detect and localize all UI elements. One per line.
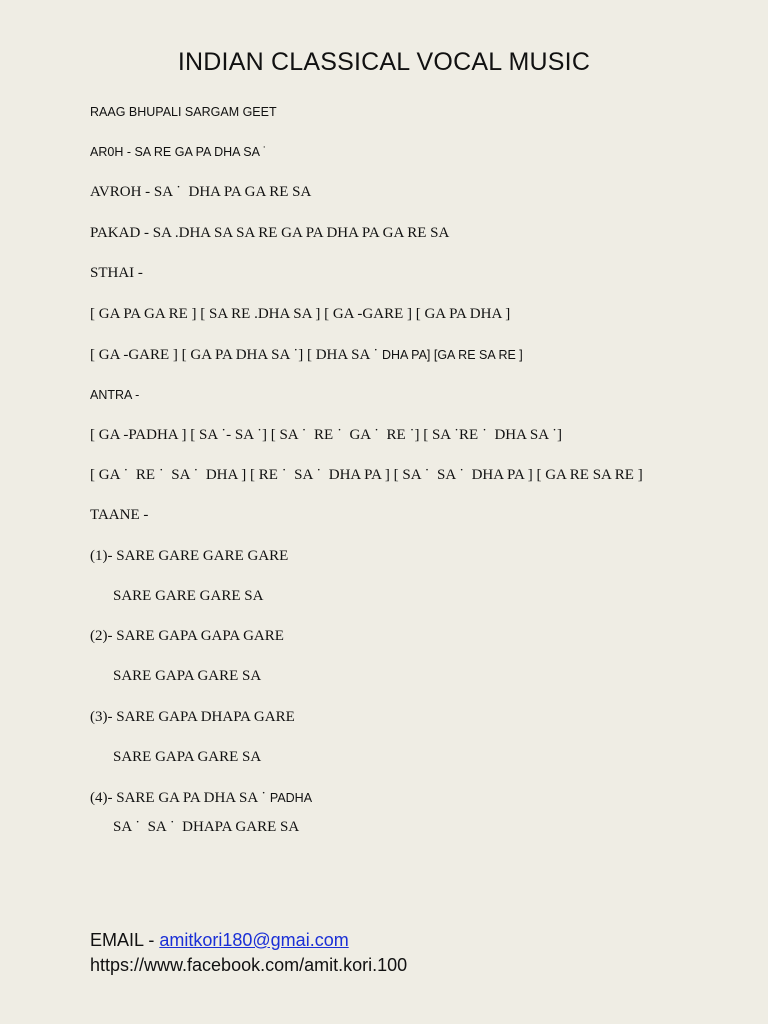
email-line [90, 931, 349, 949]
antra-label: ANTRA - [90, 388, 140, 402]
email-label: EMAIL - [90, 930, 160, 950]
page-title: INDIAN CLASSICAL VOCAL MUSIC [177, 48, 591, 76]
facebook-link[interactable]: https://www.facebook.com/amit.kori.100 [90, 955, 408, 975]
antra-line-1: [ GA -PADHA ] [ SA ˙- SA ˙] [ SA ˙ RE ˙ GA ˙ RE ˙] [ SA ˙RE ˙ DHA SA ˙] [90, 427, 562, 443]
taan-3-line-b: SARE GAPA GARE SA [113, 749, 262, 765]
sthai-line-2-tail: DHA PA] [GA RE SA RE ] [381, 348, 523, 362]
taan-4-line-a [90, 790, 312, 806]
antra-line-2: [ GA ˙ RE ˙ SA ˙ DHA ] [ RE ˙ SA ˙ DHA PA ] [ SA ˙ SA ˙ DHA PA ] [ GA RE SA RE ] [90, 467, 643, 483]
taan-2-line-b: SARE GAPA GARE SA [113, 668, 262, 684]
sthai-label: STHAI - [90, 265, 143, 281]
avroh-line: AVROH - SA ˙ DHA PA GA RE SA [90, 184, 312, 200]
taan-4-line-b: SA ˙ SA ˙ DHAPA GARE SA [113, 819, 300, 835]
aroh-line: AR0H - SA RE GA PA DHA SA ˙ [90, 145, 267, 159]
taan-4-line-a-main: (4)- SARE GA PA DHA SA ˙ [90, 790, 270, 806]
sthai-line-2-main: [ GA -GARE ] [ GA PA DHA SA ˙] [ DHA SA ˙ [90, 347, 382, 363]
taan-3-line-a: (3)- SARE GAPA DHAPA GARE [90, 709, 295, 725]
taan-1-line-b: SARE GARE GARE SA [113, 588, 264, 604]
email-link[interactable]: amitkori180@gmai.com [159, 930, 349, 950]
taan-1-line-a: (1)- SARE GARE GARE GARE [90, 548, 289, 564]
taane-label: TAANE - [90, 507, 149, 523]
sthai-line-2 [90, 347, 523, 363]
sthai-line-1: [ GA PA GA RE ] [ SA RE .DHA SA ] [ GA -GARE ] [ GA PA DHA ] [90, 306, 511, 322]
pakad-line: PAKAD - SA .DHA SA SA RE GA PA DHA PA GA RE SA [90, 225, 450, 241]
taan-2-line-a: (2)- SARE GAPA GAPA GARE [90, 628, 284, 644]
taan-4-line-a-tail: PADHA [269, 791, 313, 805]
raag-heading: RAAG BHUPALI SARGAM GEET [90, 105, 277, 119]
